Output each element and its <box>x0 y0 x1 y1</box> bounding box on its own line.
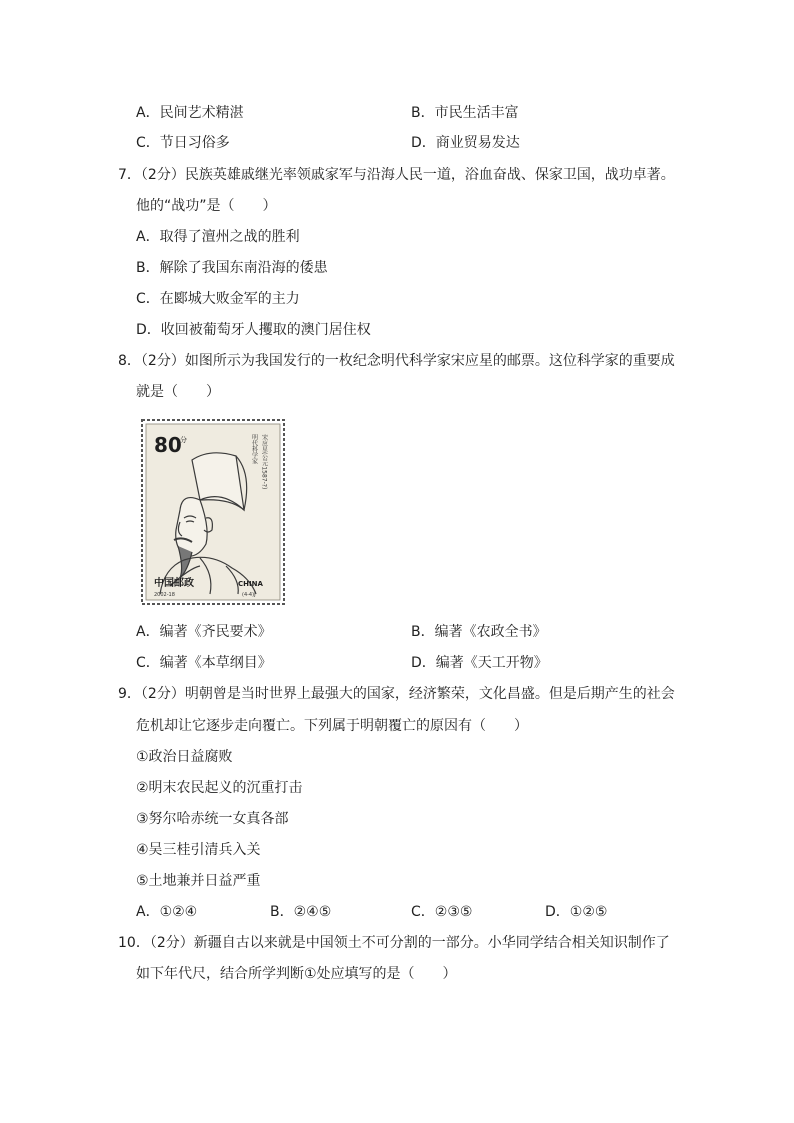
q9-item-4: ④吴三桂引清兵入关 <box>136 842 261 858</box>
stamp-country-label: CHINA <box>238 580 263 588</box>
q8-option-a: A．编著《齐民要术》 <box>136 624 272 640</box>
stamp-post-label: 中国邮政 <box>154 578 194 589</box>
q8-option-d: D．编著《天工开物》 <box>411 655 548 671</box>
stamp-name-line2: 明代科学家 <box>250 434 258 464</box>
q6-option-c: C．节日习俗多 <box>136 135 230 151</box>
stamp-value-unit: 分 <box>180 436 187 444</box>
q9-option-d: D．①②⑤ <box>545 904 608 920</box>
q9-option-b: B．②④⑤ <box>270 904 332 920</box>
q7-option-b: B．解除了我国东南沿海的倭患 <box>136 260 328 276</box>
q9-stem-line1: 9．（2分）明朝曾是当时世界上最强大的国家，经济繁荣，文化昌盛。但是后期产生的社会 <box>118 686 675 702</box>
q8-stem-line2: 就是（ ） <box>136 384 220 400</box>
song-yingxing-stamp <box>140 418 286 606</box>
stamp-value: 80 <box>154 433 182 457</box>
q8-stem-line1: 8．（2分）如图所示为我国发行的一枚纪念明代科学家宋应星的邮票。这位科学家的重要成 <box>118 353 675 369</box>
q6-option-b: B．市民生活丰富 <box>411 105 519 121</box>
q9-item-2: ②明末农民起义的沉重打击 <box>136 780 303 796</box>
q7-stem-line1: 7．（2分）民族英雄戚继光率领戚家军与沿海人民一道，浴血奋战、保家卫国，战功卓著。 <box>118 167 675 183</box>
q6-option-d: D．商业贸易发达 <box>411 135 520 151</box>
q8-option-c: C．编著《本草纲目》 <box>136 655 272 671</box>
q9-item-3: ③努尔哈赤统一女真各部 <box>136 811 289 827</box>
q7-option-a: A．取得了澶州之战的胜利 <box>136 229 300 245</box>
q7-option-c: C．在郾城大败金军的主力 <box>136 291 300 307</box>
q10-stem-line2: 如下年代尺，结合所学判断①处应填写的是（ ） <box>136 966 457 982</box>
q10-stem-line1: 10．（2分）新疆自古以来就是中国领土不可分割的一部分。小华同学结合相关知识制作了 <box>118 935 670 951</box>
q9-option-c: C．②③⑤ <box>411 904 473 920</box>
q7-option-d: D．收回被葡萄牙人攫取的澳门居住权 <box>136 322 371 338</box>
stamp-code-left: 2002-18 <box>154 592 175 598</box>
q6-option-a: A．民间艺术精湛 <box>136 105 244 121</box>
stamp-name-line1: 宋应星(公元1587-?) <box>260 434 268 490</box>
q7-stem-line2: 他的“战功”是（ ） <box>136 198 277 214</box>
q9-option-a: A．①②④ <box>136 904 198 920</box>
q9-stem-line2: 危机却让它逐步走向覆亡。下列属于明朝覆亡的原因有（ ） <box>136 718 528 734</box>
stamp-code-right: (4-4)J <box>242 592 256 598</box>
q8-option-b: B．编著《农政全书》 <box>411 624 547 640</box>
q9-item-5: ⑤土地兼并日益严重 <box>136 873 261 889</box>
q9-item-1: ①政治日益腐败 <box>136 749 233 765</box>
